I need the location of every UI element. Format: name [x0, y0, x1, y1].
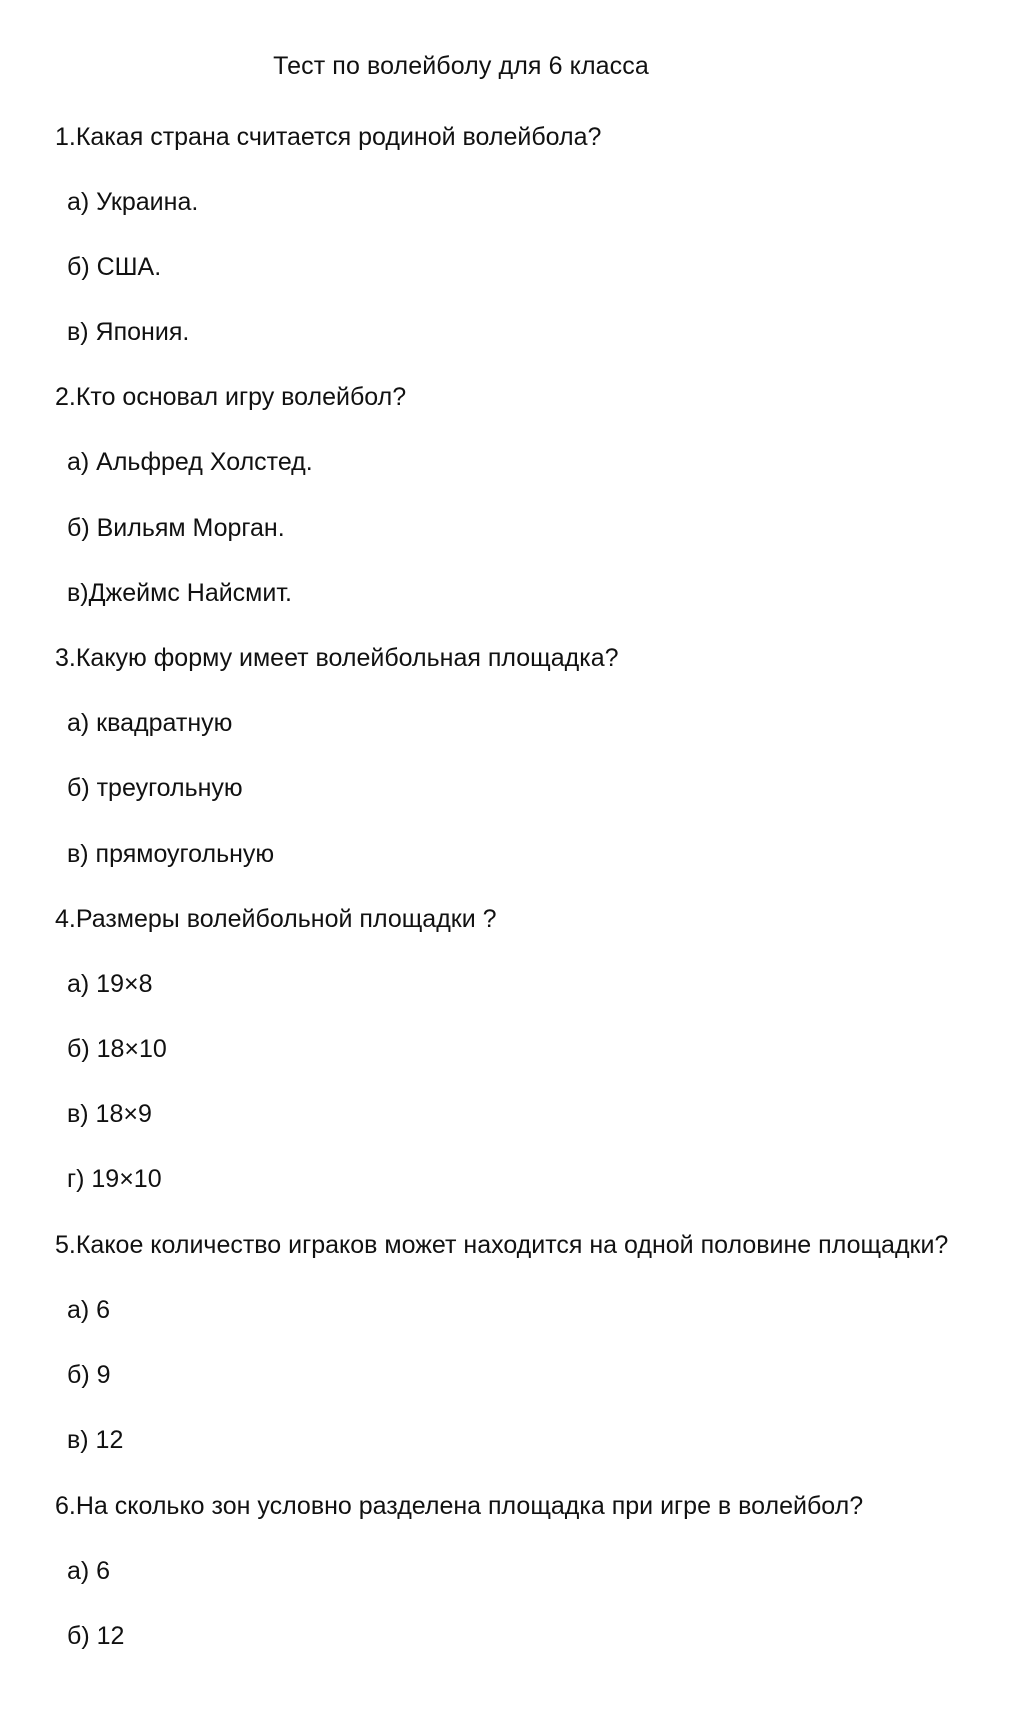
document-title: Тест по волейболу для 6 класса: [273, 52, 649, 80]
answer-6a: а) 6: [67, 1557, 111, 1585]
answer-4b: б) 18×10: [67, 1035, 167, 1063]
question-1: 1.Какая страна считается родиной волейбола?: [55, 123, 602, 151]
answer-5c: в) 12: [67, 1426, 124, 1454]
answer-3b: б) треугольную: [67, 774, 243, 802]
answer-5a: а) 6: [67, 1296, 111, 1324]
answer-4c: в) 18×9: [67, 1100, 152, 1128]
answer-2a: а) Альфред Холстед.: [67, 448, 313, 476]
answer-4d: г) 19×10: [67, 1165, 162, 1193]
question-4: 4.Размеры волейбольной площадки ?: [55, 905, 497, 933]
answer-3a: а) квадратную: [67, 709, 233, 737]
answer-5b: б) 9: [67, 1361, 111, 1389]
question-6: 6.На сколько зон условно разделена площадка при игре в волейбол?: [55, 1492, 864, 1520]
answer-2c: в)Джеймс Найсмит.: [67, 579, 292, 607]
question-3: 3.Какую форму имеет волейбольная площадка?: [55, 644, 619, 672]
question-5: 5.Какое количество играков может находится на одной половине площадки?: [55, 1231, 949, 1259]
answer-6b: б) 12: [67, 1622, 125, 1650]
answer-3c: в) прямоугольную: [67, 840, 275, 868]
answer-4a: а) 19×8: [67, 970, 153, 998]
answer-1a: а) Украина.: [67, 188, 199, 216]
answer-1b: б) США.: [67, 253, 162, 281]
answer-1c: в) Япония.: [67, 318, 190, 346]
question-2: 2.Кто основал игру волейбол?: [55, 383, 407, 411]
answer-2b: б) Вильям Морган.: [67, 514, 285, 542]
